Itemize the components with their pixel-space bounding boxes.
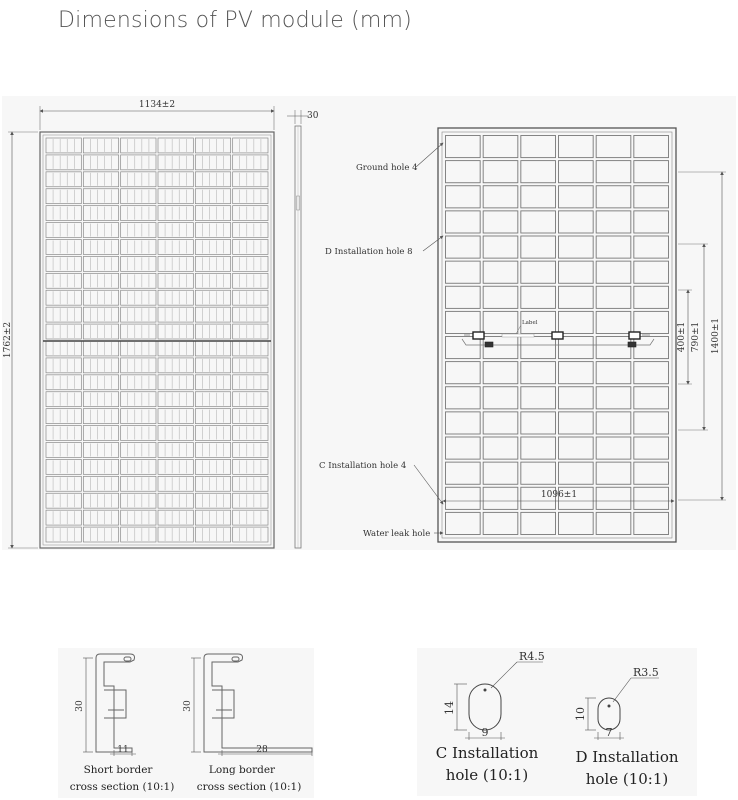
module-drawing-panel [2, 96, 736, 550]
dim-1400: 1400±1 [711, 317, 721, 355]
long-height-label: 30 [183, 700, 193, 712]
short-border-caption-2: cross section (10:1) [69, 781, 175, 793]
side-view [287, 110, 319, 548]
c-installation-label: C Installation hole 4 [319, 461, 407, 471]
d-hole-caption-1: D Installation [575, 748, 679, 766]
d-installation-label: D Installation hole 8 [325, 247, 413, 257]
short-border-profile [96, 654, 135, 752]
ground-hole-label: Ground hole 4 [356, 163, 418, 173]
dim-1096: 1096±1 [540, 490, 578, 500]
frame-section-panel [58, 648, 314, 798]
long-border-profile [204, 654, 312, 752]
holes-panel [417, 648, 697, 796]
long-border-caption-1: Long border [208, 764, 276, 776]
front-height-label: 1762±2 [3, 321, 13, 359]
dim-790: 790±1 [691, 321, 701, 353]
short-height-label: 30 [75, 700, 85, 712]
d-hole-caption-2: hole (10:1) [585, 770, 669, 788]
module-drawing [2, 96, 736, 550]
long-border-caption-2: cross section (10:1) [196, 781, 302, 793]
d-radius-label: R3.5 [633, 666, 659, 679]
c-width-label: 9 [481, 726, 489, 739]
c-hole-caption-1: C Installation [435, 744, 539, 762]
c-hole [443, 650, 545, 740]
front-view [3, 100, 274, 548]
d-height-label: 10 [574, 707, 587, 721]
c-height-label: 14 [443, 701, 456, 715]
c-hole-caption-2: hole (10:1) [445, 766, 529, 784]
long-width-label: 28 [256, 745, 268, 755]
thickness-label: 30 [307, 111, 319, 121]
junction-boxes [462, 332, 654, 347]
back-view [319, 128, 726, 542]
short-width-label: 11 [117, 745, 129, 755]
water-leak-label: Water leak hole [363, 529, 431, 539]
c-radius-label: R4.5 [519, 650, 545, 663]
short-border-caption-1: Short border [83, 764, 153, 776]
dim-400: 400±1 [677, 321, 687, 353]
label-tag: Label [522, 320, 538, 326]
d-width-label: 7 [605, 726, 613, 739]
d-hole [574, 666, 659, 740]
front-width-label: 1134±2 [138, 100, 176, 110]
page-title: Dimensions of PV module (mm) [58, 8, 412, 33]
